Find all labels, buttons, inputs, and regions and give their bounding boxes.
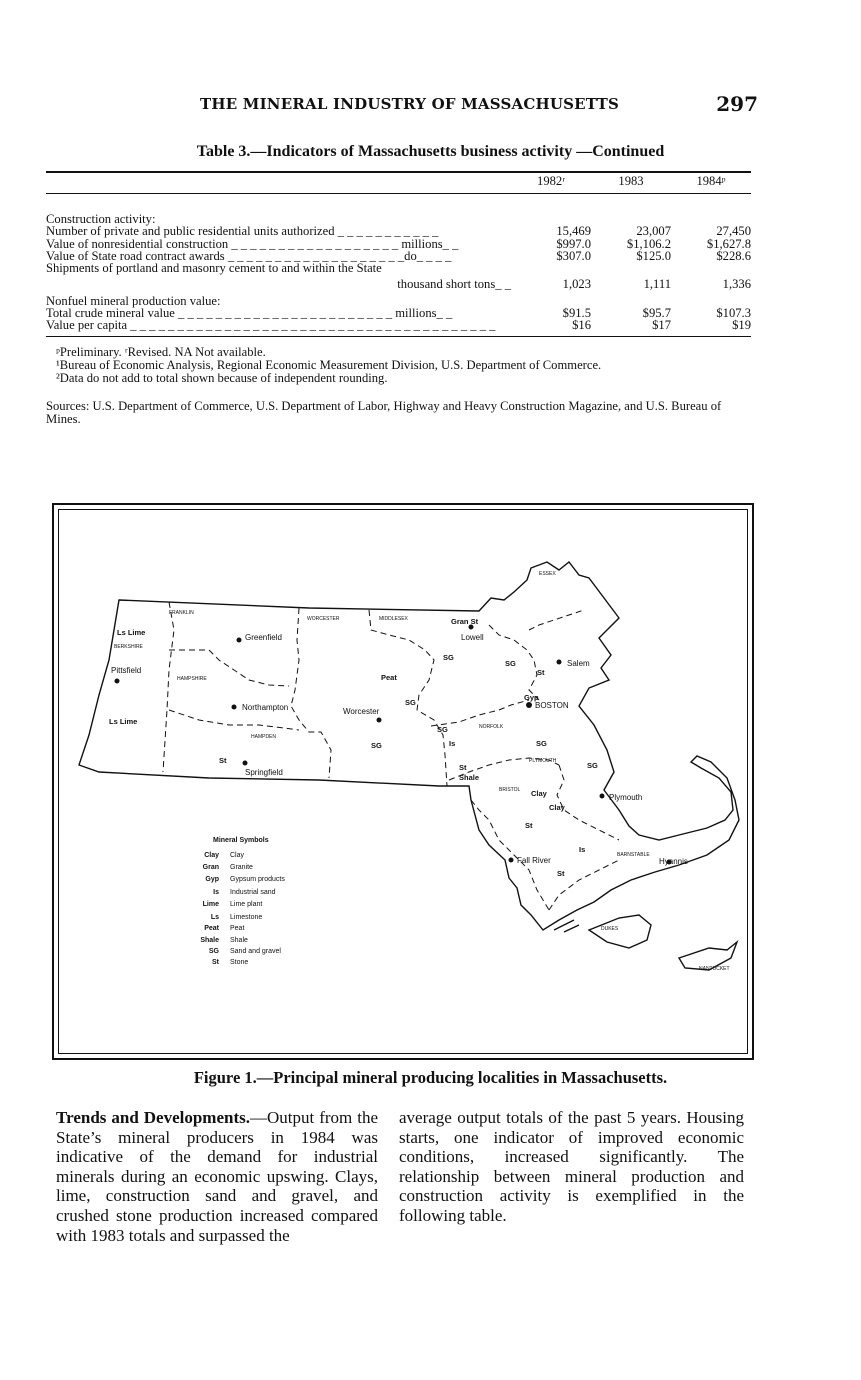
city-dot	[243, 761, 248, 766]
legend-title: Mineral Symbols	[213, 837, 269, 844]
cell: $307.0	[556, 248, 591, 263]
city-label: Fall River	[517, 856, 551, 865]
map-figure	[52, 503, 754, 1060]
commodity-label: SG	[587, 761, 598, 770]
commodity-label: St	[219, 756, 227, 765]
county-label: MIDDLESEX	[379, 616, 408, 622]
body-column-1	[56, 1108, 378, 1245]
row-label: Value of State road contract awards _ _ _ _ _ _ _ _ _ _ _ _ _ _ _ _ _ _ _do_ _ _ _	[46, 248, 452, 263]
commodity-label: St	[525, 821, 533, 830]
city-label: Pittsfield	[111, 666, 142, 675]
figure-caption: Figure 1.—Principal mineral producing localities in Massachusetts.	[193, 1068, 668, 1087]
county-label: BRISTOL	[499, 787, 521, 793]
city-dot	[526, 702, 532, 708]
row-label: thousand short tons_ _	[397, 277, 511, 292]
commodity-label: Peat	[381, 673, 397, 682]
legend-desc: Peat	[230, 925, 245, 932]
cell: 1,111	[643, 277, 671, 292]
county-labels	[114, 571, 730, 972]
commodity-label: St	[557, 869, 565, 878]
county-boundary	[291, 608, 331, 778]
map-legend	[200, 837, 285, 966]
state-outline	[79, 562, 739, 930]
commodity-label: Ls Lime	[117, 628, 146, 637]
body-column-2: average output totals of the past 5 years. Housing starts, one indicator of improved economic conditions, increased significantly. The relationship between mineral production and construction activity is exemplified in the following table.	[399, 1108, 744, 1225]
body-text: —Output from the State’s mineral producers in 1984 was indicative of the demand for industrial minerals during an economic upswing. Clays, lime, construction sand and gravel, and crushed stone production increased compared with 1983 totals and surpassed the	[56, 1108, 378, 1245]
cell: $91.5	[562, 306, 591, 321]
cell: 15,469	[556, 224, 591, 239]
table-row	[46, 225, 751, 237]
map-inner-frame	[58, 509, 748, 1054]
legend-code: Clay	[204, 852, 219, 859]
row-label: Shipments of portland and masonry cement to and within the State	[46, 261, 382, 276]
county-boundary	[163, 602, 174, 772]
legend-desc: Granite	[230, 864, 253, 871]
commodity-label: SG	[437, 725, 448, 734]
table-row	[46, 274, 751, 290]
city-dot	[557, 660, 562, 665]
commodity-label: Is	[449, 739, 456, 748]
city-dot	[115, 679, 120, 684]
legend-desc: Clay	[230, 852, 245, 859]
legend-desc: Gypsum products	[230, 876, 285, 883]
commodity-label: Clay	[549, 803, 565, 812]
commodity-label: SG	[443, 653, 454, 662]
county-label: HAMPSHIRE	[177, 676, 207, 682]
page-number: 297	[716, 92, 758, 116]
county-label: DUKES	[601, 926, 619, 932]
table-row	[46, 291, 751, 307]
footnote: ²Data do not add to total shown because of independent rounding.	[56, 371, 388, 386]
footnote: ¹Bureau of Economic Analysis, Regional Economic Measurement Division, U.S. Department of Commerce.	[56, 358, 602, 373]
city-label: Springfield	[245, 768, 283, 777]
legend-desc: Shale	[230, 937, 248, 944]
county-label: NORFOLK	[479, 724, 504, 730]
legend-code: Ls	[210, 914, 219, 921]
cell: $19	[732, 318, 751, 333]
city-label: Northampton	[242, 703, 289, 712]
cell: $107.3	[716, 306, 751, 321]
cell: $1,627.8	[706, 236, 751, 251]
legend-desc: Industrial sand	[230, 889, 276, 896]
row-label: Construction activity:	[46, 212, 156, 226]
header-blank	[46, 172, 511, 195]
commodity-label: Shale	[459, 773, 480, 782]
county-boundary	[471, 800, 549, 910]
county-label: BARNSTABLE	[617, 852, 650, 858]
city-dot	[509, 858, 514, 863]
commodity-label: SG	[371, 741, 382, 750]
county-label: ESSEX	[539, 571, 556, 577]
section-lead: Trends and Developments.	[56, 1108, 250, 1127]
table-footnotes	[56, 346, 601, 386]
city-label: Hyannis	[659, 857, 688, 866]
legend-code: Lime	[202, 901, 219, 908]
cell	[511, 262, 591, 274]
marthas-vineyard	[589, 915, 651, 948]
row-label: Nonfuel mineral production value:	[46, 293, 221, 308]
col-header-1983: 1983	[618, 174, 644, 188]
table-header-row	[46, 172, 751, 195]
table-sources: Sources: U.S. Department of Commerce, U.S. Department of Labor, Highway and Heavy Construction Magazine, and U.S. Bureau of Mines.	[46, 399, 722, 426]
city-dot	[237, 638, 242, 643]
county-boundary	[431, 700, 529, 726]
commodity-label: Ls Lime	[109, 717, 138, 726]
city-label: Plymouth	[609, 793, 643, 802]
row-label: Number of private and public residential units authorized _ _ _ _ _ _ _ _ _ _ _	[46, 224, 439, 239]
cell: $997.0	[556, 236, 591, 251]
county-label: PLYMOUTH	[529, 758, 557, 764]
cell: $17	[652, 318, 671, 333]
commodity-label: St	[459, 763, 467, 772]
col-header-1982: 1982ʳ	[537, 174, 565, 188]
table-row	[46, 319, 751, 331]
cell: $95.7	[642, 306, 671, 321]
cell	[591, 262, 671, 274]
city-dot	[377, 718, 382, 723]
commodity-label: St	[537, 668, 545, 677]
cell: 23,007	[636, 224, 671, 239]
city-label: Worcester	[343, 707, 380, 716]
county-boundary	[169, 710, 299, 730]
commodity-label: SG	[505, 659, 516, 668]
cell: 1,336	[722, 277, 751, 292]
cell	[511, 291, 591, 307]
commodity-labels	[109, 617, 598, 878]
commodity-label: Is	[579, 845, 586, 854]
city-label: Lowell	[461, 633, 484, 642]
legend-code: Is	[213, 889, 219, 896]
cell: 1,023	[562, 277, 591, 292]
county-boundary	[549, 860, 619, 910]
county-label: BERKSHIRE	[114, 644, 143, 650]
county-label: FRANKLIN	[169, 610, 194, 616]
row-label: Value per capita _ _ _ _ _ _ _ _ _ _ _ _ _ _ _ _ _ _ _ _ _ _ _ _ _ _ _ _ _ _ _ _ _ _ _ _ _ _ _	[46, 318, 496, 333]
legend-code: Gyp	[205, 876, 219, 883]
commodity-label: SG	[405, 698, 416, 707]
legend-desc: Stone	[230, 959, 249, 966]
row-label: Value of nonresidential construction _ _ _ _ _ _ _ _ _ _ _ _ _ _ _ _ _ _ millions_ _	[46, 236, 459, 251]
legend-desc: Limestone	[230, 914, 263, 921]
county-label: WORCESTER	[307, 616, 340, 622]
legend-desc: Sand and gravel	[230, 948, 281, 955]
table-bottom-rule	[46, 336, 751, 337]
running-head: THE MINERAL INDUSTRY OF MASSACHUSETTS	[200, 95, 620, 113]
city-label: BOSTON	[535, 701, 569, 710]
county-boundary	[529, 610, 584, 630]
cell	[671, 262, 751, 274]
legend-code: Peat	[204, 925, 219, 932]
commodity-label: Gran St	[451, 617, 479, 626]
legend-code: Shale	[200, 937, 219, 944]
county-label: HAMPDEN	[251, 734, 277, 740]
cell	[591, 291, 671, 307]
county-label: NANTUCKET	[699, 966, 730, 972]
commodity-label: Gyp	[524, 693, 539, 702]
cell: 27,450	[716, 224, 751, 239]
elizabeth-islands	[554, 920, 579, 932]
commodity-label: Clay	[531, 789, 547, 798]
cell: $228.6	[716, 248, 751, 263]
indicators-table	[46, 172, 751, 332]
city-label: Greenfield	[245, 633, 282, 642]
commodity-label: SG	[536, 739, 547, 748]
table-row	[46, 262, 751, 274]
city-dot	[600, 794, 605, 799]
cell: $125.0	[636, 248, 671, 263]
legend-code: SG	[208, 948, 219, 955]
legend-code: St	[212, 959, 219, 966]
row-label: Total crude mineral value _ _ _ _ _ _ _ _ _ _ _ _ _ _ _ _ _ _ _ _ _ _ _ millions_ _	[46, 306, 453, 321]
legend-desc: Lime plant	[230, 901, 263, 908]
city-dot	[232, 705, 237, 710]
cell	[671, 291, 751, 307]
legend-code: Gran	[202, 864, 219, 871]
cell: $1,106.2	[626, 236, 671, 251]
table-caption: Table 3.—Indicators of Massachusetts business activity —Continued	[196, 143, 665, 160]
city-label: Salem	[567, 659, 590, 668]
massachusetts-map	[59, 510, 747, 1053]
footnote: ᵖPreliminary. ʳRevised. NA Not available.	[56, 345, 266, 359]
col-header-1984: 1984ᵖ	[696, 174, 726, 188]
cell: $16	[572, 318, 591, 333]
county-boundary	[557, 765, 619, 840]
